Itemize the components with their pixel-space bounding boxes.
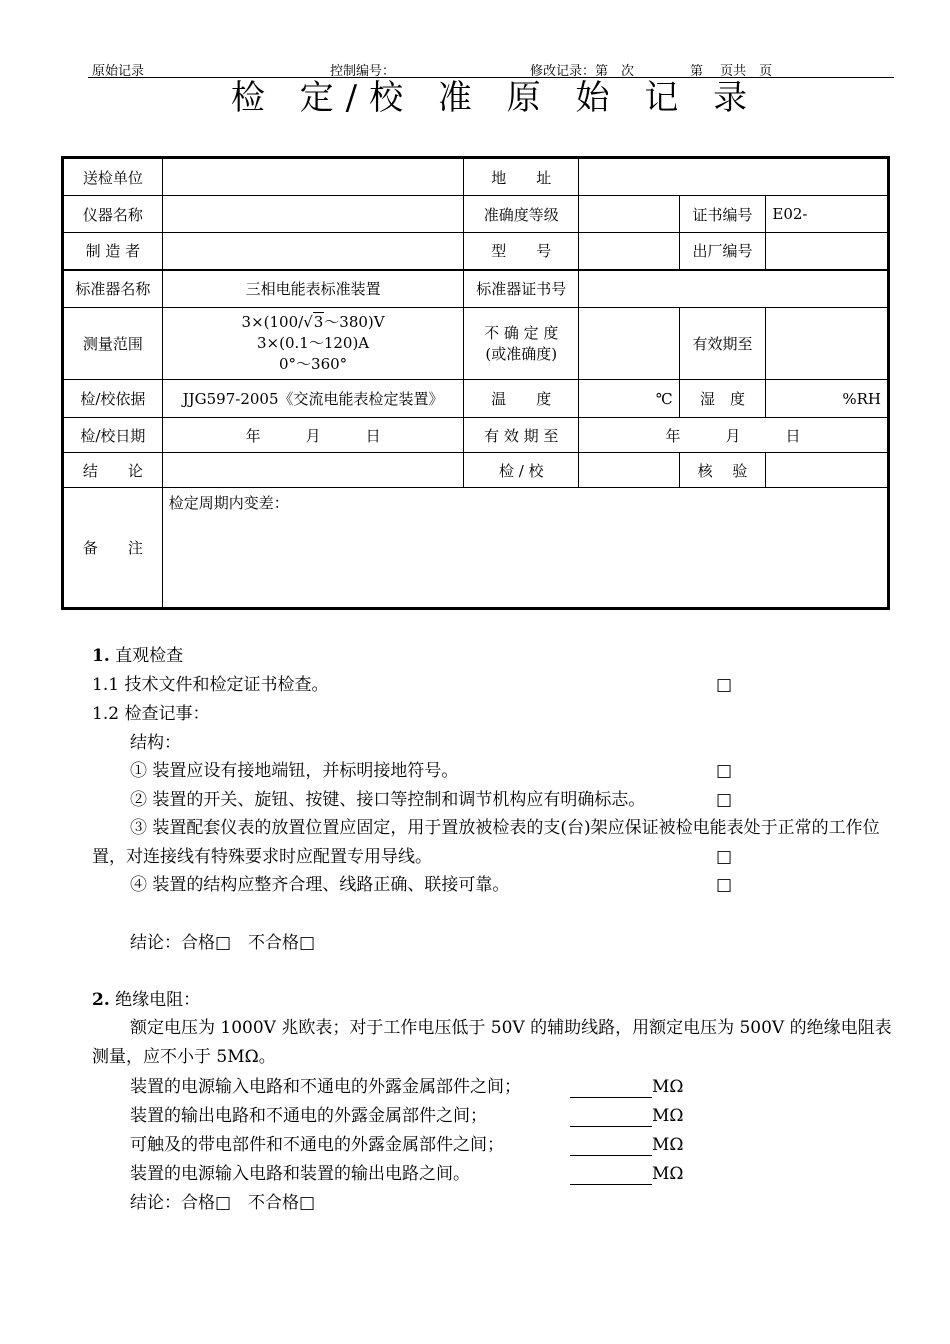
field-client[interactable] (162, 158, 464, 196)
range-phase: 0°～360° (278, 355, 348, 373)
range-current: 3×(0.1～120)A (257, 334, 370, 352)
sqrt-icon: √3 (303, 313, 324, 331)
label-valid-until: 有效期至 (679, 308, 766, 380)
value-range (162, 308, 464, 380)
record-table (61, 156, 890, 610)
section1-conclusion[interactable]: 结论：合格□ 不合格□ (130, 933, 316, 953)
field-accuracy[interactable] (579, 196, 680, 233)
header-page: 第 页共 页 (690, 64, 773, 79)
label-temperature: 温 度 (464, 380, 579, 418)
measure-2-blank[interactable] (570, 1126, 652, 1127)
field-standard-cert[interactable] (579, 270, 889, 308)
header-control-no: 控制编号： (330, 64, 396, 79)
field-remarks[interactable]: 检定周期内变差： (162, 488, 888, 609)
label-valid-period: 有 效 期 至 (464, 418, 579, 453)
section2-num: 2. (92, 990, 110, 1010)
label-uncertainty-line1: 不 确 定 度 (484, 323, 559, 342)
measure-3-label: 可触及的带电部件和不通电的外露金属部件之间； (130, 1135, 504, 1155)
label-uncertainty-line2: (或准确度) (485, 344, 558, 363)
label-range: 测量范围 (63, 308, 163, 380)
label-date: 检/校日期 (63, 418, 163, 453)
label-checker: 核 验 (679, 453, 766, 488)
measure-2-label: 装置的输出电路和不通电的外露金属部件之间； (130, 1106, 487, 1126)
label-serial: 出厂编号 (679, 233, 766, 270)
field-serial[interactable] (766, 233, 889, 270)
field-instrument[interactable] (162, 196, 464, 233)
checkbox-1-1[interactable]: □ (716, 675, 733, 695)
field-checker[interactable] (766, 453, 889, 488)
value-basis: JJG597-2005《交流电能表检定装置》 (162, 380, 464, 418)
section2-title: 绝缘电阻： (115, 990, 201, 1010)
field-verifier[interactable] (579, 453, 680, 488)
field-temperature[interactable]: ℃ (579, 380, 680, 418)
check-item-2: ② 装置的开关、旋钮、按键、接口等控制和调节机构应有明确标志。 (130, 790, 646, 810)
label-remarks: 备 注 (63, 488, 163, 609)
row-conclusion (63, 453, 889, 488)
check-item-1: ① 装置应设有接地端钮，并标明接地符号。 (130, 761, 459, 781)
page-title: 检 定/校 准 原 始 记 录 (230, 78, 760, 118)
item-1-2: 1.2 检查记事： (92, 704, 210, 724)
row-instrument (63, 196, 889, 233)
row-standard (63, 270, 889, 308)
measure-4-unit: MΩ (652, 1164, 684, 1184)
sqrt-value: 3 (313, 313, 324, 331)
check-item-4: ④ 装置的结构应整齐合理、线路正确、联接可靠。 (130, 875, 510, 895)
label-address: 地 址 (464, 158, 579, 196)
label-accuracy: 准确度等级 (464, 196, 579, 233)
field-humidity[interactable]: %RH (766, 380, 889, 418)
field-cert-no[interactable]: E02- (766, 196, 889, 233)
label-maker: 制 造 者 (63, 233, 163, 270)
header-record: 原始记录 (92, 64, 145, 79)
checkbox-s1[interactable]: □ (716, 761, 733, 781)
range-voltage-a: 3×(100/ (241, 313, 304, 331)
field-model[interactable] (579, 233, 680, 270)
field-address[interactable] (579, 158, 889, 196)
label-uncertainty (464, 308, 579, 380)
field-maker[interactable] (162, 233, 464, 270)
label-standard: 标准器名称 (63, 270, 163, 308)
label-humidity: 湿 度 (679, 380, 766, 418)
checkbox-s4[interactable]: □ (716, 875, 733, 895)
check-item-3: ③ 装置配套仪表的放置位置应固定，用于置放被检表的支(台)架应保证被检电能表处于正常的工作位置，对连接线有特殊要求时应配置专用导线。 (92, 818, 880, 867)
section1-heading (92, 642, 183, 670)
row-basis (63, 380, 889, 418)
measure-4-blank[interactable] (570, 1184, 652, 1185)
field-valid-period[interactable]: 年 月 日 (579, 418, 889, 453)
measure-1-label: 装置的电源输入电路和不通电的外露金属部件之间； (130, 1077, 521, 1097)
measure-3-unit: MΩ (652, 1135, 684, 1155)
section1-title: 直观检查 (115, 646, 184, 666)
measure-2-unit: MΩ (652, 1106, 684, 1126)
header-revision: 修改记录：第 次 (530, 64, 635, 79)
section2-heading (92, 986, 200, 1014)
label-verifier: 检 / 校 (464, 453, 579, 488)
measure-4-label: 装置的电源输入电路和装置的输出电路之间。 (130, 1164, 470, 1184)
label-standard-cert: 标准器证书号 (464, 270, 579, 308)
label-cert-no: 证书编号 (679, 196, 766, 233)
field-conclusion[interactable] (162, 453, 464, 488)
row-maker (63, 233, 889, 270)
item-1-1: 1.1 技术文件和检定证书检查。 (92, 675, 329, 695)
label-conclusion: 结 论 (63, 453, 163, 488)
label-model: 型 号 (464, 233, 579, 270)
row-client (63, 158, 889, 196)
section2-desc: 额定电压为 1000V 兆欧表；对于工作电压低于 50V 的辅助线路，用额定电压为 500V 的绝缘电阻表测量，应不小于 5MΩ。 (92, 1018, 892, 1067)
section1-num: 1. (92, 646, 110, 666)
field-uncertainty[interactable] (579, 308, 680, 380)
field-date[interactable]: 年 月 日 (162, 418, 464, 453)
label-client: 送检单位 (63, 158, 163, 196)
range-voltage-b: ～380)V (324, 313, 385, 331)
row-remarks (63, 488, 889, 609)
field-valid-until[interactable] (766, 308, 889, 380)
row-date (63, 418, 889, 453)
label-basis: 检/校依据 (63, 380, 163, 418)
row-range (63, 308, 889, 380)
value-standard: 三相电能表标准装置 (162, 270, 464, 308)
label-instrument: 仪器名称 (63, 196, 163, 233)
measure-1-unit: MΩ (652, 1077, 684, 1097)
measure-1-blank[interactable] (570, 1097, 652, 1098)
section2-conclusion[interactable]: 结论：合格□ 不合格□ (130, 1193, 316, 1213)
checkbox-s2[interactable]: □ (716, 790, 733, 810)
measure-3-blank[interactable] (570, 1155, 652, 1156)
structure-label: 结构： (130, 733, 181, 753)
checkbox-s3[interactable]: □ (716, 847, 733, 867)
